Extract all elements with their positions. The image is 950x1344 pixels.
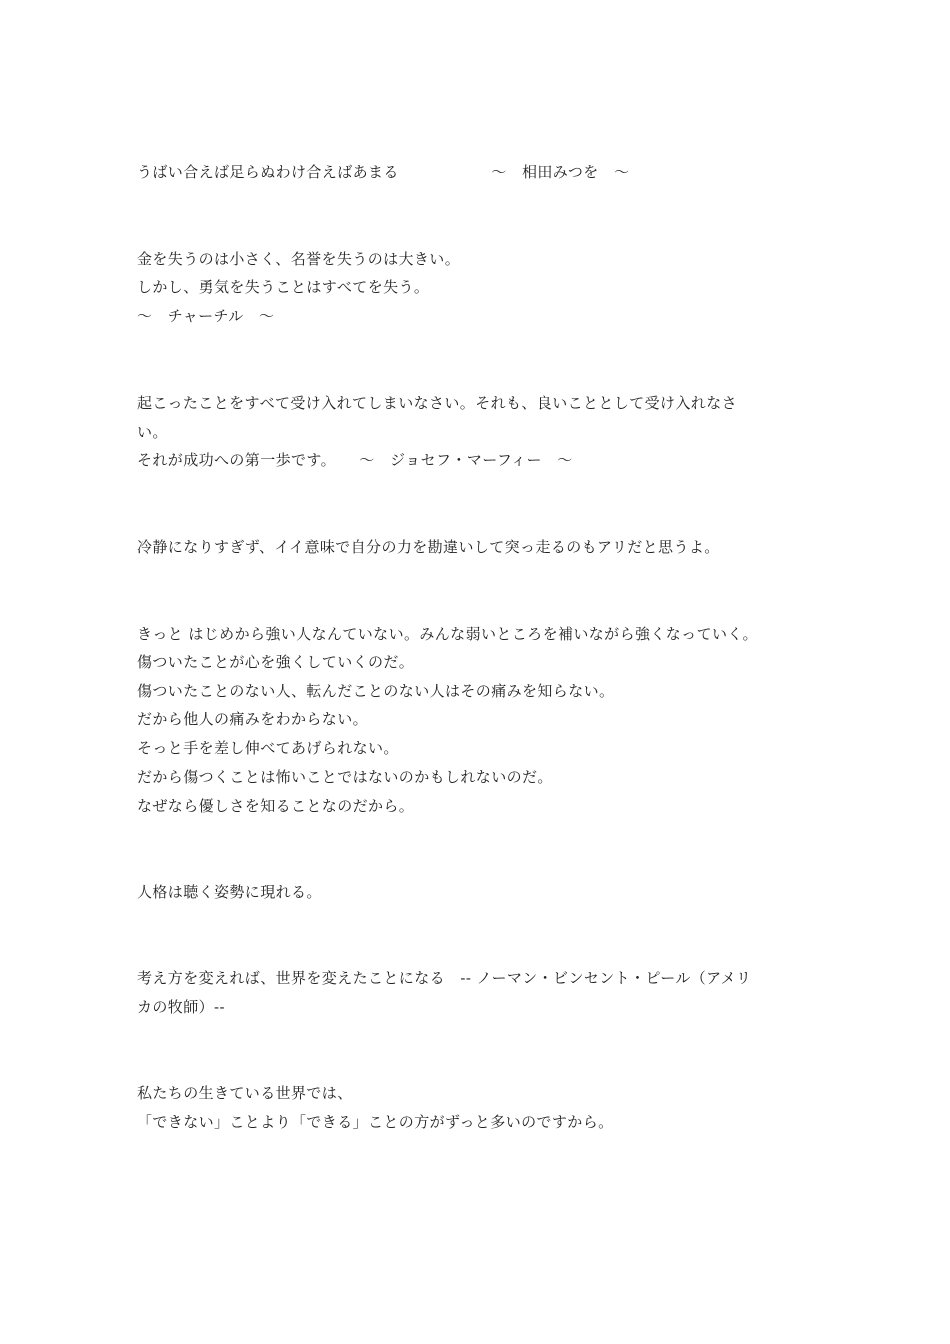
quote-line: カの牧師）-- [137, 998, 225, 1016]
quote-line: きっと はじめから強い人なんていない。みんな弱いところを補いながら強くなっていく。 [137, 625, 758, 643]
quote-line: そっと手を差し伸べてあげられない。 [137, 739, 399, 757]
quote-line: 「できない」ことより「できる」ことの方がずっと多いのですから。 [137, 1113, 614, 1131]
quote-line: い。 [137, 423, 168, 441]
quote-line: 考え方を変えれば、世界を変えたことになる -- ノーマン・ビンセント・ピール（アメリ [137, 969, 752, 987]
quote-line: だから他人の痛みをわからない。 [137, 710, 369, 728]
quote-line: それが成功への第一歩です。 〜 ジョセフ・マーフィー 〜 [137, 451, 573, 469]
quote-line: 起こったことをすべて受け入れてしまいなさい。それも、良いこととして受け入れなさ [137, 394, 738, 412]
quote-line: 冷静になりすぎず、イイ意味で自分の力を勘違いして突っ走るのもアリだと思うよ。 [137, 538, 720, 556]
quote-line: 傷ついたことのない人、転んだことのない人はその痛みを知らない。 [137, 682, 615, 700]
quote-author: 〜 チャーチル 〜 [137, 307, 275, 325]
quote-line: 傷ついたことが心を強くしていくのだ。 [137, 653, 415, 671]
quote-line: 私たちの生きている世界では、 [137, 1084, 353, 1102]
quote-line: 金を失うのは小さく、名誉を失うのは大きい。 [137, 250, 461, 268]
quote-line: なぜなら優しさを知ることなのだから。 [137, 797, 415, 815]
quote-line: うばい合えば足らぬわけ合えばあまる 〜 相田みつを 〜 [137, 163, 630, 181]
quote-line: 人格は聴く姿勢に現れる。 [137, 883, 322, 901]
quote-line: しかし、勇気を失うことはすべてを失う。 [137, 278, 430, 296]
quote-line: だから傷つくことは怖いことではないのかもしれないのだ。 [137, 768, 553, 786]
